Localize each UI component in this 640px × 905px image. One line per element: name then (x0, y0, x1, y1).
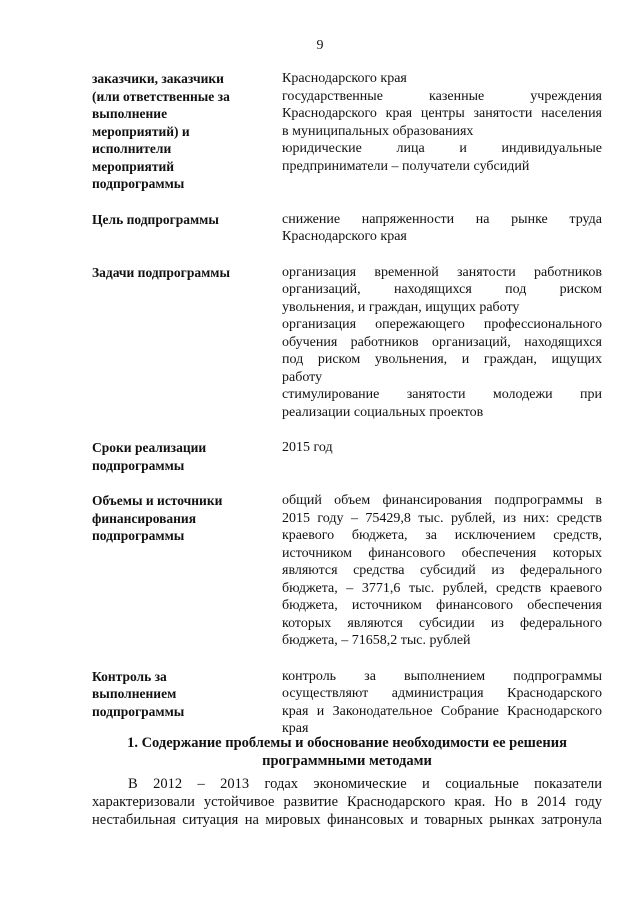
label-line: исполнители (92, 141, 172, 156)
passport-row-control (92, 668, 602, 738)
paragraph-line: характеризовали устойчивое развитие Краснодарского края. Но в 2014 году (92, 794, 602, 810)
value-line: организация временной занятости работников (282, 264, 602, 280)
label-line: Объемы и источники (92, 493, 223, 508)
row-value-funding (282, 492, 602, 650)
value-line: края и Законодательное Собрание Краснодарского (282, 703, 602, 719)
section-paragraph (92, 775, 602, 829)
passport-row-customers (92, 70, 602, 193)
value-line: государственные казенные учреждения (282, 88, 602, 104)
row-label-terms (92, 439, 282, 474)
row-label-tasks (92, 264, 282, 422)
label-line: выполнением (92, 686, 177, 701)
value-line: увольнения, и граждан, ищущих работу (282, 299, 520, 315)
value-line: бюджета, – 3771,6 тыс. рублей, средств краевого (282, 580, 602, 596)
label-line: выполнение (92, 106, 168, 121)
paragraph-line: В 2012 – 2013 годах экономические и социальные показатели (128, 776, 602, 792)
value-line: 2015 год (282, 440, 333, 455)
page-number: 9 (316, 38, 324, 53)
passport-row-terms (92, 439, 602, 474)
label-line: подпрограммы (92, 528, 185, 543)
section-heading-line: 1. Содержание проблемы и обоснование необходимости ее решения (127, 735, 567, 751)
value-line: обучения работников организаций, находящихся (282, 334, 602, 350)
row-value-control (282, 668, 602, 738)
value-line: бюджета, источником финансового обеспечения (282, 598, 602, 613)
row-label-customers (92, 70, 282, 193)
value-line: общий объем финансирования подпрограммы в (282, 493, 602, 508)
row-value-tasks (282, 264, 602, 422)
row-label-control (92, 668, 282, 738)
value-line: под риском увольнения, и граждан, ищущих (282, 352, 602, 367)
value-line: являются средства субсидий из федерального (282, 563, 602, 578)
label-line: мероприятий) и (92, 123, 190, 139)
row-label-goal (92, 211, 282, 246)
section-heading (92, 734, 602, 770)
value-line: осуществляют администрация Краснодарского (282, 686, 602, 701)
value-line: Краснодарского края центры занятости населения (282, 106, 602, 121)
label-line: Цель подпрограммы (92, 211, 219, 227)
value-line: бюджета, – 71658,2 тыс. рублей (282, 633, 471, 648)
label-line: подпрограммы (92, 457, 185, 473)
value-line: реализации социальных проектов (282, 404, 484, 420)
value-line: 2015 году – 75429,8 тыс. рублей, из них: средств (282, 510, 602, 526)
row-value-terms (282, 439, 602, 474)
value-line: предприниматели – получатели субсидий (282, 158, 530, 174)
label-line: (или ответственные за (92, 88, 230, 104)
passport-row-tasks (92, 264, 602, 422)
value-line: Краснодарского края (282, 229, 407, 244)
value-line: которых являются субсидии из федерального (282, 615, 602, 631)
value-line: работу (282, 369, 323, 385)
value-line: юридические лица и индивидуальные (282, 141, 602, 156)
value-line: края (282, 721, 309, 736)
row-value-customers (282, 70, 602, 193)
value-line: снижение напряженности на рынке труда (282, 211, 602, 227)
paragraph-line: нестабильная ситуация на мировых финансовых и товарных рынках затронула (92, 812, 602, 828)
row-label-funding (92, 492, 282, 650)
value-line: Краснодарского края (282, 71, 407, 86)
value-line: организаций, находящихся под риском (282, 282, 602, 297)
value-line: стимулирование занятости молодежи при (282, 387, 602, 402)
row-value-goal (282, 211, 602, 246)
label-line: финансирования (92, 510, 197, 526)
value-line: источником финансового обеспечения которых (282, 545, 602, 561)
label-line: подпрограммы (92, 176, 185, 191)
subprogram-passport-table (92, 70, 602, 738)
value-line: организация опережающего профессионального (282, 317, 602, 332)
value-line: краевого бюджета, за исключением средств, (282, 528, 602, 543)
label-line: Сроки реализации (92, 440, 207, 455)
passport-row-funding (92, 492, 602, 650)
value-line: в муниципальных образованиях (282, 123, 474, 139)
passport-row-goal (92, 211, 602, 246)
label-line: заказчики, заказчики (92, 71, 224, 86)
label-line: мероприятий (92, 158, 175, 174)
section-heading-line: программными методами (262, 753, 432, 769)
value-line: контроль за выполнением подпрограммы (282, 668, 602, 684)
label-line: подпрограммы (92, 703, 185, 719)
label-line: Контроль за (92, 668, 167, 684)
label-line: Задачи подпрограммы (92, 264, 231, 280)
